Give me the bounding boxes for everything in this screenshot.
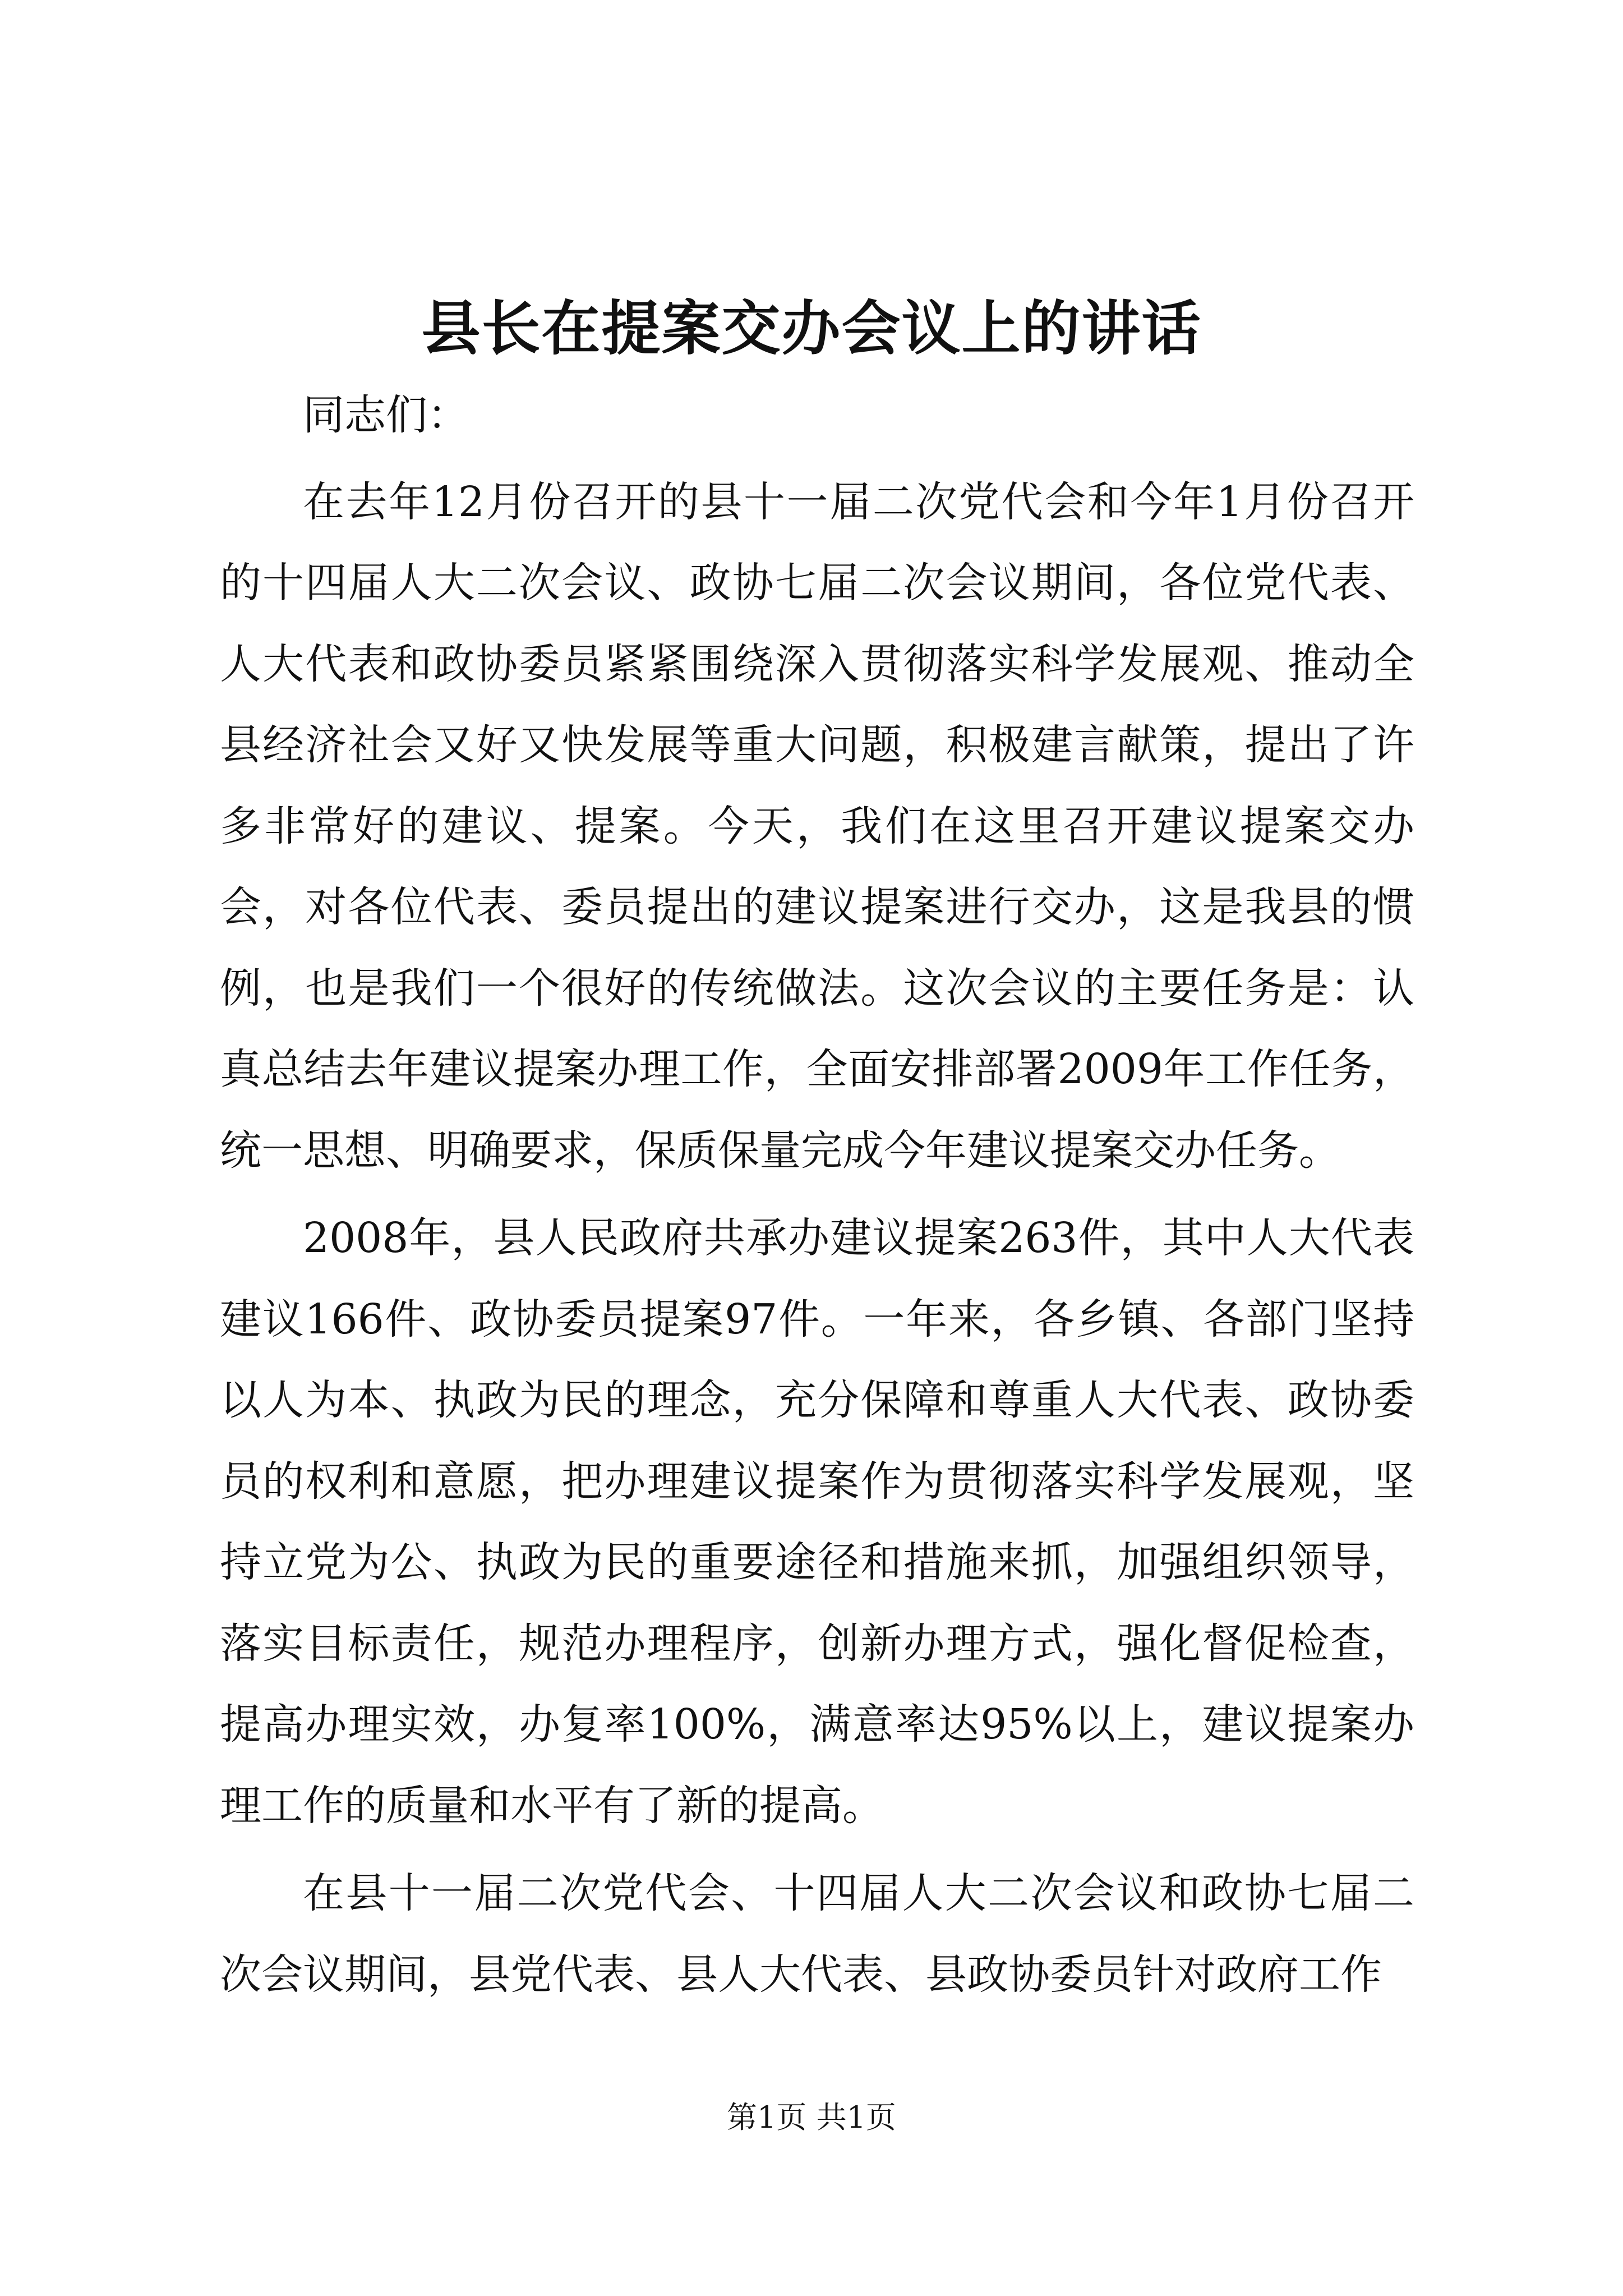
page-number-footer: 第1页 共1页 [727, 2100, 896, 2135]
document-title: 县长在提案交办会议上的讲话 [421, 293, 1202, 363]
paragraph-2: 2008年，县人民政府共承办建议提案263件，其中人大代表建议166件、政协委员提案97件。一年来，各乡镇、各部门坚持以人为本、执政为民的理念，充分保障和尊重人大代表、政协委员的权利和意愿，把办理建议提案作为贯彻落实科学发展观，坚持立党为公、执政为民的重要途径和措施来抓，加强组织领导，落实目标责任，规范办理程序，创新办理方式，强化督促检查，提高办理实效，办复率100%，满意率达95%以上，建议提案办理工作的质量和水平有了新的提高。 [220, 1214, 1414, 1830]
paragraph-1: 在去年12月份召开的县十一届二次党代会和今年1月份召开的十四届人大二次会议、政协七届二次会议期间，各位党代表、人大代表和政协委员紧紧围绕深入贯彻落实科学发展观、推动全县经济社会又好又快发展等重大问题，积极建言献策，提出了许多非常好的建议、提案。今天，我们在这里召开建议提案交办会，对各位代表、委员提出的建议提案进行交办，这是我县的惯例，也是我们一个很好的传统做法。这次会议的主要任务是：认真总结去年建议提案办理工作，全面安排部署2009年工作任务，统一思想、明确要求，保质保量完成今年建议提案交办任务。 [220, 477, 1414, 1175]
salutation: 同志们： [303, 391, 469, 439]
paragraph-3: 在县十一届二次党代会、十四届人大二次会议和政协七届二次会议期间，县党代表、县人大代表、县政协委员针对政府工作 [220, 1869, 1414, 1999]
document-body [220, 375, 1414, 2022]
